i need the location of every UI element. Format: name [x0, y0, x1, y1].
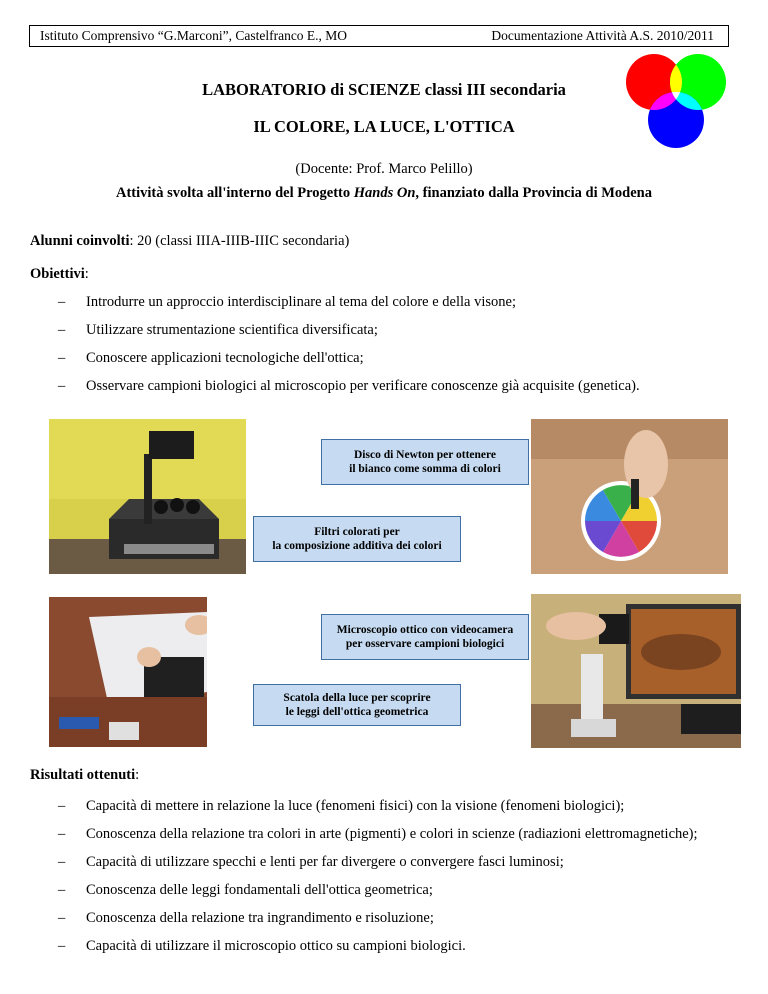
teacher-line: (Docente: Prof. Marco Pelillo) [295, 161, 473, 177]
project-name: Hands On [353, 185, 416, 201]
caption-newton-disc: Disco di Newton per ottenere il bianco come somma di colori [321, 439, 529, 485]
students-label: Alunni coinvolti [30, 233, 130, 249]
list-item: – Capacità di mettere in relazione la luce (fenomeni fisici) con la visione (fenomeni biologici); [58, 798, 625, 814]
list-item: – Introdurre un approccio interdisciplinare al tema del colore e della visone; [58, 294, 516, 310]
results-list [58, 796, 768, 964]
list-item: – Capacità di utilizzare specchi e lenti per far divergere o convergere fasci luminosi; [58, 854, 564, 870]
header-school: Istituto Comprensivo “G.Marconi”, Castelfranco E., MO [40, 28, 348, 43]
list-item: – Conoscenza della relazione tra colori in arte (pigmenti) e colori in scienze (radiazioni elettromagnetiche); [58, 826, 698, 842]
caption-color-filters: Filtri colorati per la composizione additiva dei colori [253, 516, 461, 562]
list-item: – Conoscere applicazioni tecnologiche dell'ottica; [58, 350, 364, 366]
list-item: – Conoscenza delle leggi fondamentali dell'ottica geometrica; [58, 882, 433, 898]
objectives-label: Obiettivi [30, 266, 85, 282]
students-value: : 20 (classi IIIA-IIIB-IIIC secondaria) [129, 233, 350, 249]
header-doc-year: Documentazione Attività A.S. 2010/2011 [491, 28, 714, 43]
objectives-heading: Obiettivi: [30, 266, 89, 282]
photo-light-box [49, 597, 207, 747]
list-item: – Osservare campioni biologici al microscopio per verificare conoscenze già acquisite (genetica). [58, 378, 640, 394]
students-line [30, 233, 349, 250]
results-heading: Risultati ottenuti: [30, 767, 140, 783]
photo-filters-apparatus [49, 419, 246, 574]
page-title: LABORATORIO di SCIENZE classi III secondaria [202, 80, 566, 99]
photo-newton-disc [531, 419, 728, 574]
objectives-list [58, 292, 758, 404]
results-label: Risultati ottenuti [30, 767, 136, 783]
list-item: – Conoscenza della relazione tra ingrandimento e risoluzione; [58, 910, 434, 926]
header-box [29, 25, 729, 47]
project-suffix: , finanziato dalla Provincia di Modena [415, 185, 652, 201]
list-item: – Capacità di utilizzare il microscopio ottico su campioni biologici. [58, 938, 466, 954]
project-line [0, 185, 768, 202]
caption-microscope: Microscopio ottico con videocamera per osservare campioni biologici [321, 614, 529, 660]
page-subtitle: IL COLORE, LA LUCE, L'OTTICA [253, 117, 515, 136]
project-prefix: Attività svolta all'interno del Progetto [116, 185, 354, 201]
caption-light-box: Scatola della luce per scoprire le leggi dell'ottica geometrica [253, 684, 461, 726]
photo-microscope [531, 594, 741, 748]
list-item: – Utilizzare strumentazione scientifica diversificata; [58, 322, 378, 338]
